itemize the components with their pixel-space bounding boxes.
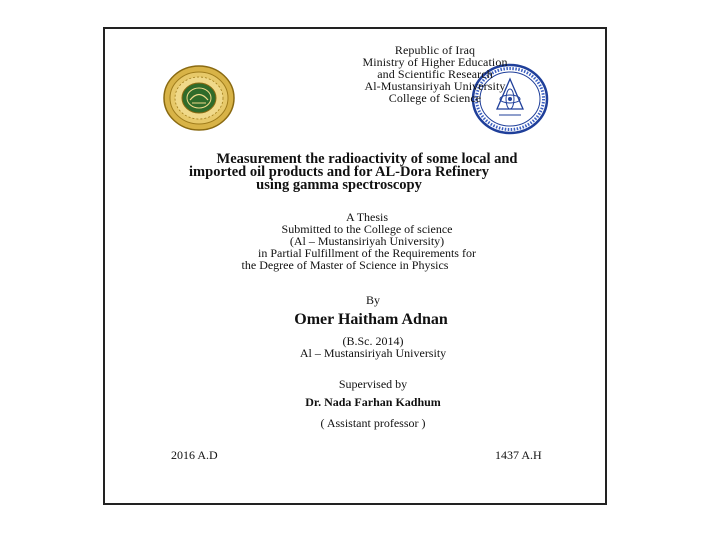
header-line: Ministry of Higher Education bbox=[362, 55, 508, 69]
hijri-year: 1437 A.H bbox=[495, 448, 542, 462]
author-degree: (B.Sc. 2014) bbox=[342, 334, 404, 348]
header-line: College of Science bbox=[388, 91, 482, 105]
header-line: Al-Mustansiriyah University bbox=[364, 79, 506, 93]
by-label: By bbox=[365, 293, 380, 307]
supervisor-rank: ( Assistant professor ) bbox=[320, 416, 426, 430]
header-line: Republic of Iraq bbox=[394, 43, 476, 57]
supervised-by-label: Supervised by bbox=[338, 377, 408, 391]
header-line: and Scientific Research bbox=[377, 67, 493, 81]
thesis-cover-page bbox=[103, 27, 607, 505]
thesis-statement-line: (Al – Mustansiriyah University) bbox=[289, 234, 445, 248]
thesis-statement-line: in Partial Fulfillment of the Requirements for bbox=[258, 246, 476, 260]
thesis-statement-line: A Thesis bbox=[345, 210, 389, 224]
thesis-statement-line: the Degree of Master of Science in Physics bbox=[241, 258, 449, 272]
thesis-title-line: Measurement the radioactivity of some local and bbox=[216, 151, 518, 167]
thesis-title-line: using gamma spectroscopy bbox=[256, 177, 422, 193]
author-university: Al – Mustansiriyah University bbox=[299, 346, 447, 360]
thesis-statement-line: Submitted to the College of science bbox=[281, 222, 453, 236]
gregorian-year: 2016 A.D bbox=[171, 448, 218, 462]
author-name: Omer Haitham Adnan bbox=[294, 311, 448, 328]
thesis-title-line: imported oil products and for AL-Dora Refinery bbox=[189, 164, 489, 180]
supervisor-name: Dr. Nada Farhan Kadhum bbox=[305, 395, 441, 409]
